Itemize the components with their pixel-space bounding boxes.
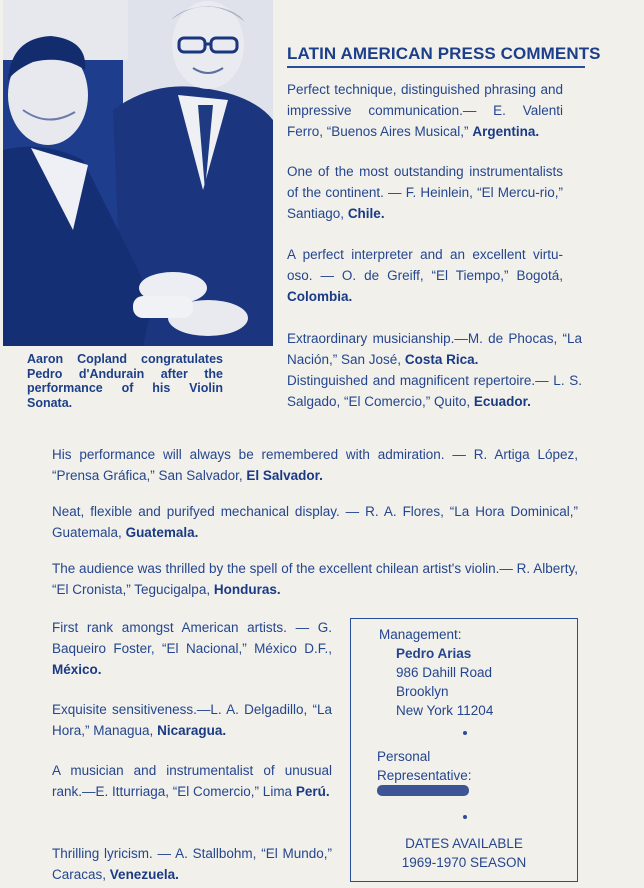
- redacted-name: [377, 785, 469, 796]
- address-state: New York 11204: [396, 703, 494, 718]
- quote-costa-rica: Extraordinary musicianship.—M. de Phocas, “La Nación,” San José, Costa Rica.: [287, 331, 582, 367]
- quote-ecuador: Distinguished and magnificent repertoire.— L. S. Salgado, “El Comercio,” Quito, Ecuador.: [287, 373, 582, 409]
- address-street: 986 Dahill Road: [396, 665, 493, 680]
- photo-illustration: [3, 0, 273, 346]
- quote-colombia: A perfect interpreter and an excellent virtu-oso. — O. de Greiff, “El Tiempo,” Bogotá, Colombia.: [287, 247, 563, 304]
- separator-dot: [463, 731, 467, 735]
- separator-dot: [463, 815, 467, 819]
- dates-available: DATES AVAILABLE: [405, 836, 523, 851]
- representative-label: Representative:: [377, 768, 472, 783]
- season: 1969-1970 SEASON: [401, 855, 527, 870]
- personal-label: Personal: [377, 749, 431, 764]
- photo-copland-andurain: [3, 0, 273, 346]
- address-city: Brooklyn: [396, 684, 449, 699]
- management-box: [350, 618, 578, 882]
- quote-el-salvador: His performance will always be remembered with admiration. — R. Artiga López, “Prensa Gráfica,” San Salvador, El Salvador.: [52, 447, 578, 483]
- management-label: Management:: [379, 627, 462, 642]
- quote-honduras: The audience was thrilled by the spell of the excellent chilean artist's violin.— R. Alberty, “El Cronista,” Tegucigalpa, Honduras.: [52, 561, 578, 597]
- quote-argentina: Perfect technique, distinguished phrasing and impressive communication.— E. Valenti Ferro, “Buenos Aires Musical,” Argentina.: [287, 82, 563, 139]
- photo-caption: Aaron Copland congratulates Pedro d'Andurain after the performance of his Violin Sonata.: [27, 352, 223, 410]
- quote-guatemala: Neat, flexible and purifyed mechanical display. — R. A. Flores, “La Hora Dominical,” Guatemala, Guatemala.: [52, 504, 578, 540]
- quote-venezuela: Thrilling lyricism. — A. Stallbohm, “El Mundo,” Caracas, Venezuela.: [52, 846, 332, 882]
- quote-mexico: First rank amongst American artists. — G. Baqueiro Foster, “El Nacional,” México D.F., México.: [52, 620, 332, 677]
- manager-name: Pedro Arias: [396, 646, 472, 661]
- page-heading: LATIN AMERICAN PRESS COMMENTS: [287, 44, 601, 63]
- quote-chile: One of the most outstanding instrumentalists of the continent. — F. Heinlein, “El Mercu-rio,” Santiago, Chile.: [287, 164, 563, 221]
- quote-nicaragua: Exquisite sensitiveness.—L. A. Delgadillo, “La Hora,” Managua, Nicaragua.: [52, 702, 332, 738]
- quote-peru: A musician and instrumentalist of unusual rank.—E. Itturriaga, “El Comercio,” Lima Perú.: [52, 763, 332, 799]
- heading-underline: [287, 66, 585, 68]
